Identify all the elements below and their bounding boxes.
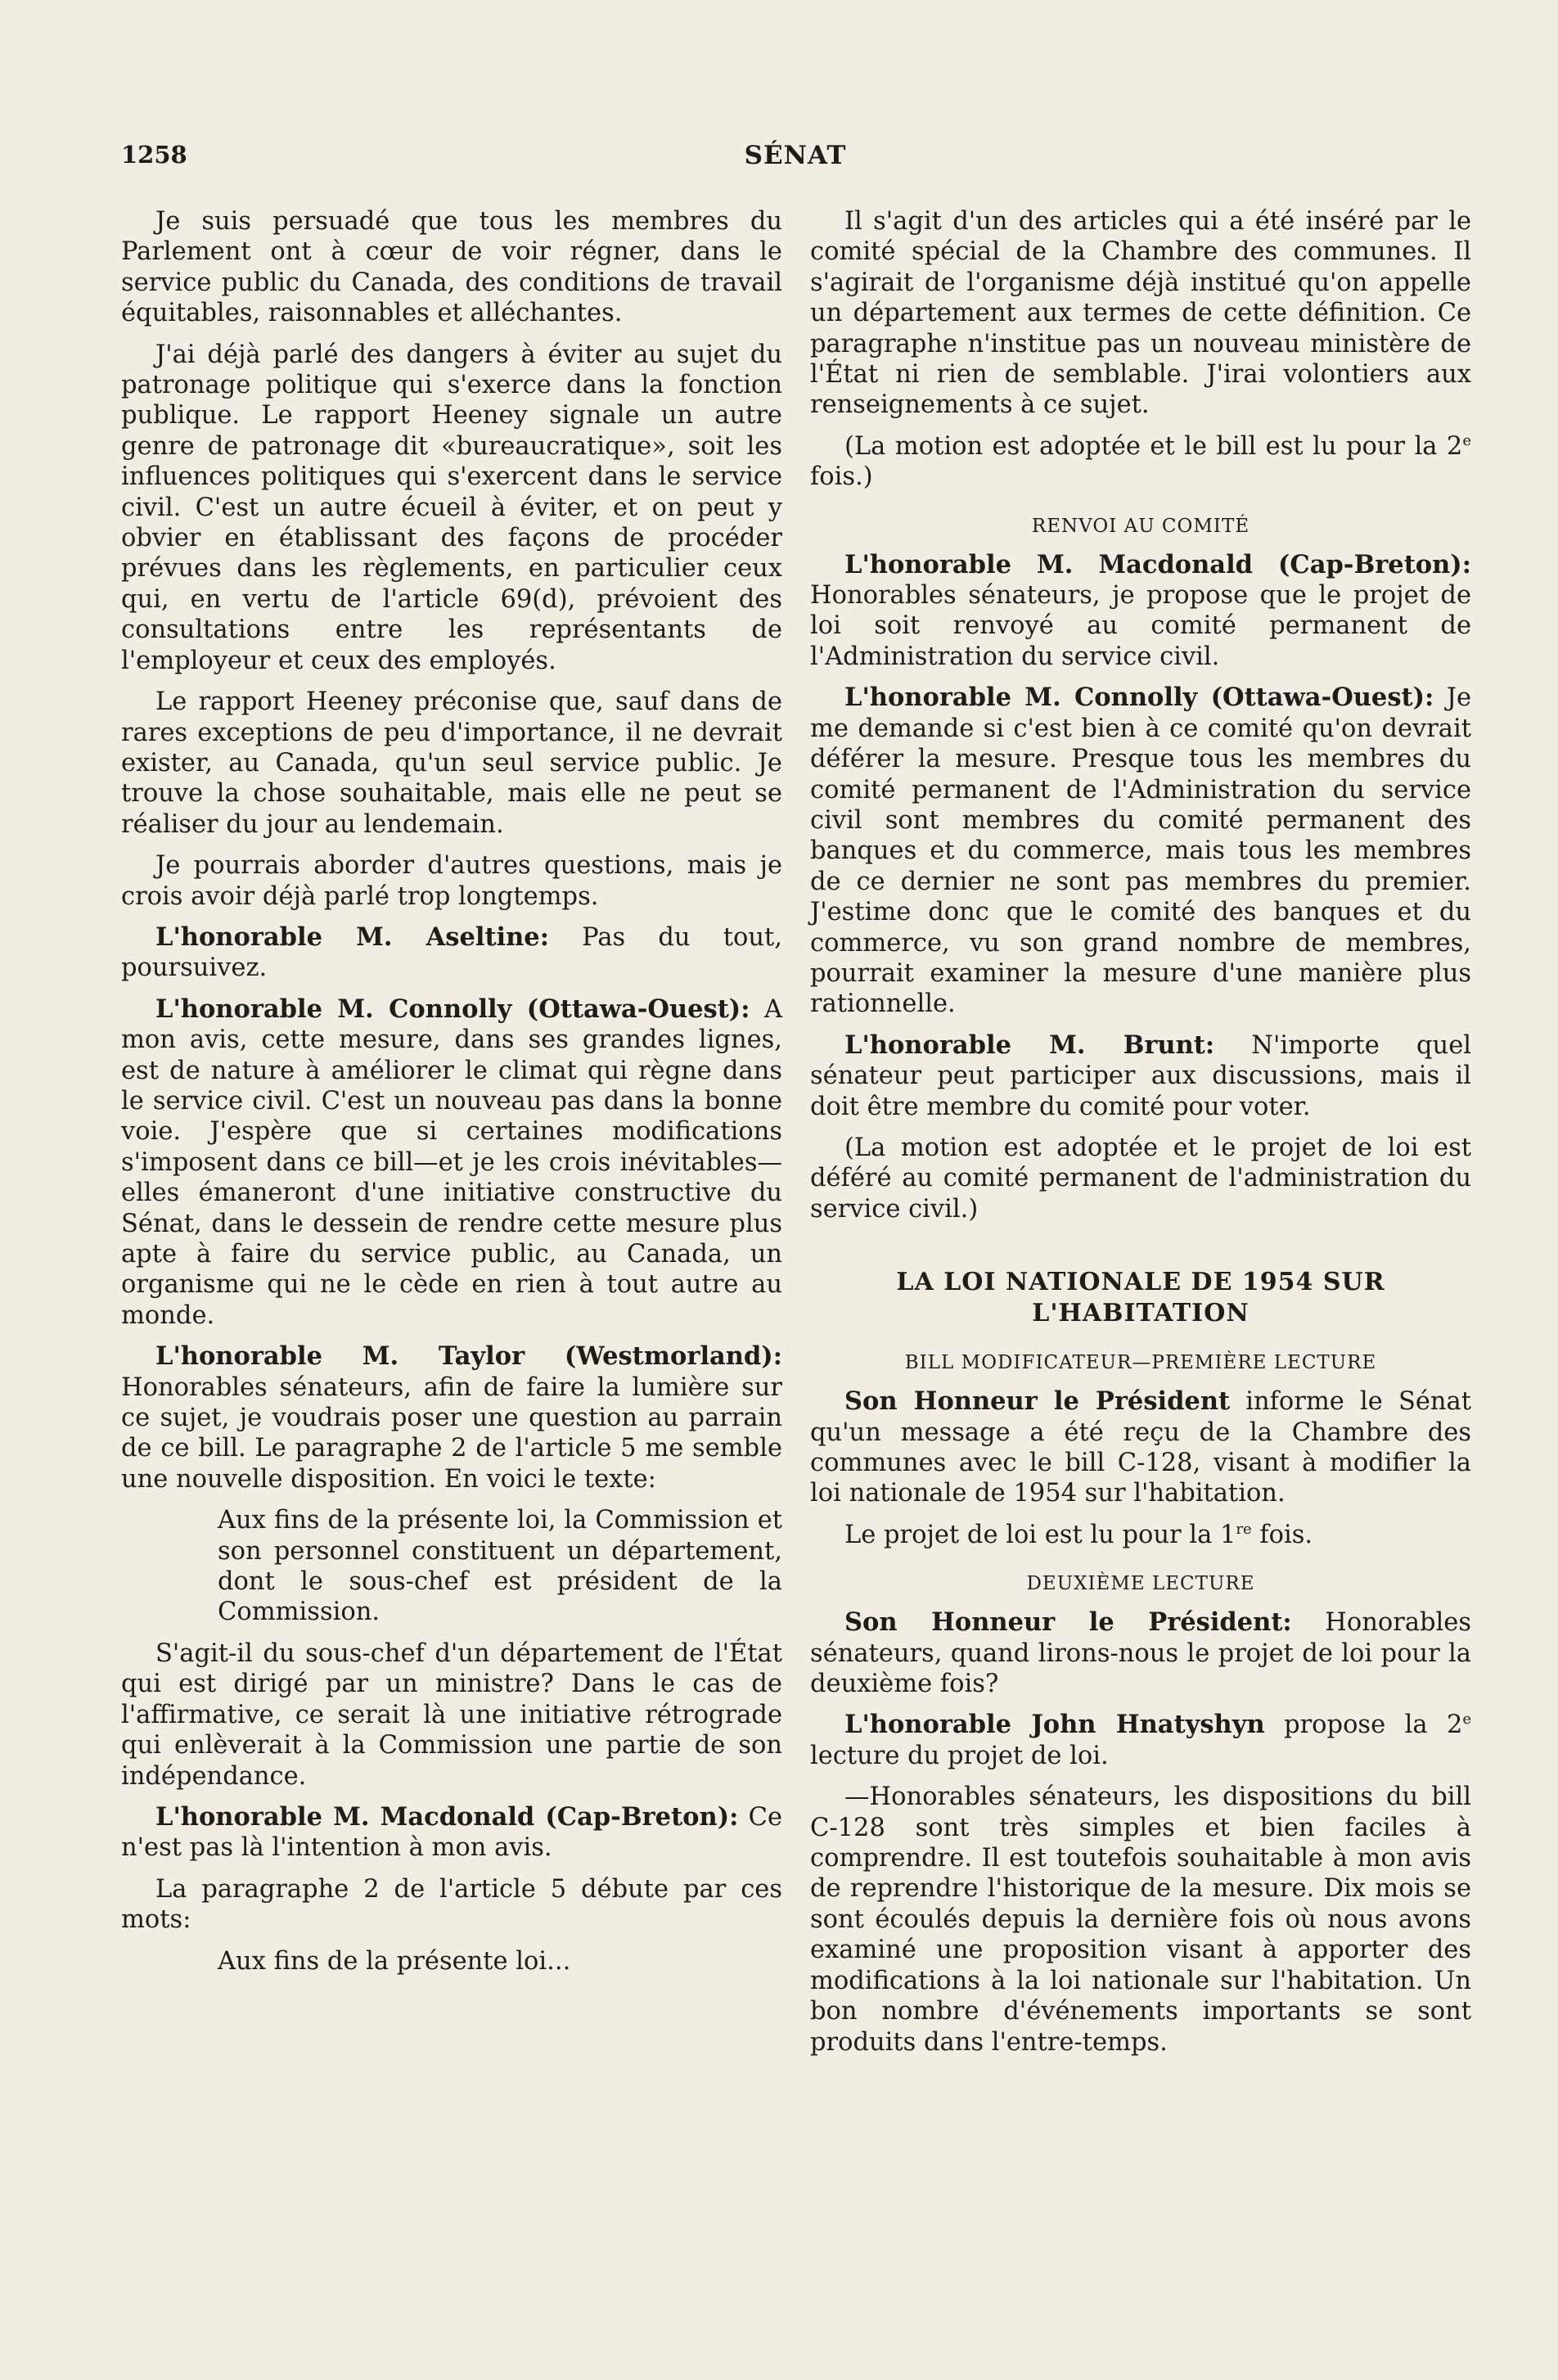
reading-text: Le projet de loi est lu pour la 1 [844,1520,1236,1549]
block-quote: Aux fins de la présente loi... [218,1946,571,1976]
paragraph: Je pourrais aborder d'autres questions, mais je crois avoir déjà parlé trop longtemps. [121,851,782,911]
right-column [810,206,1471,2068]
subheading-renvoi: RENVOI AU COMITÉ [1031,515,1250,537]
paragraph: Je suis persuadé que tous les membres du Parlement ont à cœur de voir régner, dans le service public du Canada, des conditions de travail équitables, raisonnables et alléchantes. [121,207,782,328]
paragraph: Il s'agit d'un des articles qui a été inséré par le comité spécial de la Chambre des communes. Il s'agirait de l'organisme déjà institué qu'on appelle un département aux termes de cette définition. Ce paragraphe n'institue pas un nouveau ministère de l'État ni rien de semblable. J'irai volontiers aux renseignements à ce sujet. [810,207,1471,420]
speaker-name: L'honorable John Hnatyshyn [844,1710,1265,1740]
speech-paragraph [121,922,782,984]
speech-text: informe le Sénat qu'un message a été reçu de la Chambre des communes avec le bill C-128, visant à modifier la loi nationale de 1954 sur l'habitation. [810,1387,1471,1508]
section-title [810,1267,1471,1329]
speech-paragraph [810,1607,1471,1699]
speech-text: lecture du projet de loi. [810,1741,1109,1770]
paragraph: J'ai déjà parlé des dangers à éviter au sujet du patronage politique qui s'exerce dans la fonction publique. Le rapport Heeney signale un autre genre de patronage dit «bureaucratique», soit les influences politiques qui s'exercent dans le service civil. C'est un autre écueil à éviter, et on peut y obvier en établissant des façons de procéder prévues dans les règlements, en particulier ceux qui, en vertu de l'article 69(d), prévoient des consultations entre les représentants de l'employeur et ceux des employés. [121,340,782,675]
speaker-name: Son Honneur le Président: [844,1607,1292,1638]
block-quote: Aux fins de la présente loi, la Commission et son personnel constituent un département, dont le sous-chef est président de la Commission. [218,1506,782,1627]
paragraph: Le rapport Heeney préconise que, sauf dans de rares exceptions de peu d'importance, il ne devrait exister, au Canada, qu'un seul service public. Je trouve la chose souhaitable, mais elle ne peut se réaliser du jour au lendemain. [121,687,782,839]
running-head: SÉNAT [744,141,847,170]
speech-text: Ce n'est pas là l'intention à mon avis. [121,1802,782,1863]
speech-text: Pas du tout, poursuivez. [121,922,782,983]
page-header [121,141,1470,182]
ordinal-suffix: e [1462,1711,1472,1729]
speaker-name: L'honorable M. Brunt: [844,1030,1215,1060]
speaker-name: L'honorable M. Macdonald (Cap-Breton): [844,549,1471,579]
speaker-name: L'honorable M. Connolly (Ottawa-Ouest): [844,683,1434,713]
speaker-name: Son Honneur le Président [844,1386,1231,1417]
speech-text: Honorables sénateurs, je propose que le projet de loi soit renvoyé au comité permanent de l'Administration du service civil. [810,581,1471,671]
speaker-name: L'honorable M. Connolly (Ottawa-Ouest): [155,994,750,1024]
speech-paragraph [121,994,782,1331]
speech-text: propose la 2 [1264,1711,1463,1740]
subheading-premiere-lecture: BILL MODIFICATEUR—PREMIÈRE LECTURE [904,1352,1377,1374]
page-number: 1258 [121,141,187,169]
speech-paragraph [810,1386,1471,1509]
ordinal-suffix: re [1236,1520,1252,1538]
motion-note: (La motion est adoptée et le projet de loi est déféré au comité permanent de l'administration du service civil.) [810,1133,1471,1224]
speech-paragraph [810,1710,1471,1771]
motion-text: (La motion est adoptée et le bill est lu pour la 2 [844,431,1463,461]
left-column [121,206,782,1987]
speech-text: Honorables sénateurs, quand lirons-nous le projet de loi pour la deuxième fois? [810,1608,1471,1699]
subheading-deuxieme-lecture: DEUXIÈME LECTURE [1026,1573,1255,1595]
speech-text: A mon avis, cette mesure, dans ses grandes lignes, est de nature à améliorer le climat qui règne dans le service civil. C'est un nouveau pas dans la bonne voie. J'espère que si certaines modifications s'imposent dans ce bill—et je les crois inévitables—elles émaneront d'une initiative constructive du Sénat, dans le dessein de rendre cette mesure plus apte à faire du service public, au Canada, un organisme qui ne le cède en rien à tout autre au monde. [121,994,782,1330]
speech-text: Honorables sénateurs, afin de faire la lumière sur ce sujet, je voudrais poser une question au parrain de ce bill. Le paragraphe 2 de l'article 5 me semble une nouvelle disposition. En voici le texte: [121,1373,782,1494]
speech-paragraph [121,1802,782,1864]
section-title-line: LA LOI NATIONALE DE 1954 SUR [896,1268,1385,1297]
speech-paragraph [810,550,1471,673]
speech-text: N'importe quel sénateur peut participer aux discussions, mais il doit être membre du comité pour voter. [810,1030,1471,1121]
speaker-name: L'honorable M. Macdonald (Cap-Breton): [155,1801,739,1832]
paragraph: —Honorables sénateurs, les dispositions du bill C-128 sont très simples et bien faciles à comprendre. Il est toutefois souhaitable à mon avis de reprendre l'historique de la mesure. Dix mois se sont écoulés depuis la dernière fois où nous avons examiné une proposition visant à apporter des modifications à la loi nationale sur l'habitation. Un bon nombre d'événements importants se sont produits dans l'entre-temps. [810,1783,1471,2057]
motion-text: fois.) [810,462,873,492]
paragraph: La paragraphe 2 de l'article 5 débute par ces mots: [121,1874,782,1935]
section-title-line: L'HABITATION [1032,1299,1250,1328]
speech-paragraph [810,1030,1471,1122]
speaker-name: L'honorable M. Taylor (Westmorland): [155,1341,782,1372]
speaker-name: L'honorable M. Aseltine: [155,922,549,952]
speech-paragraph [810,683,1471,1019]
paragraph [810,1520,1471,1550]
speech-paragraph [121,1341,782,1494]
motion-note [810,431,1471,493]
reading-text: fois. [1251,1520,1313,1549]
ordinal-suffix: e [1462,431,1471,449]
speech-text: Je me demande si c'est bien à ce comité qu'on devrait déférer la mesure. Presque tous les membres du comité permanent de l'Administration du service civil sont membres du comité permanent des banques et du commerce, mais tous les membres de ce dernier ne sont pas membres du premier. J'estime donc que le comité des banques et du commerce, vu son grand nombre de membres, pourrait examiner la mesure d'une manière plus rationnelle. [810,683,1471,1019]
paragraph: S'agit-il du sous-chef d'un département de l'État qui est dirigé par un ministre? Dans le cas de l'affirmative, ce serait là une initiative rétrograde qui enlèverait à la Commission une partie de son indépendance. [121,1639,782,1791]
